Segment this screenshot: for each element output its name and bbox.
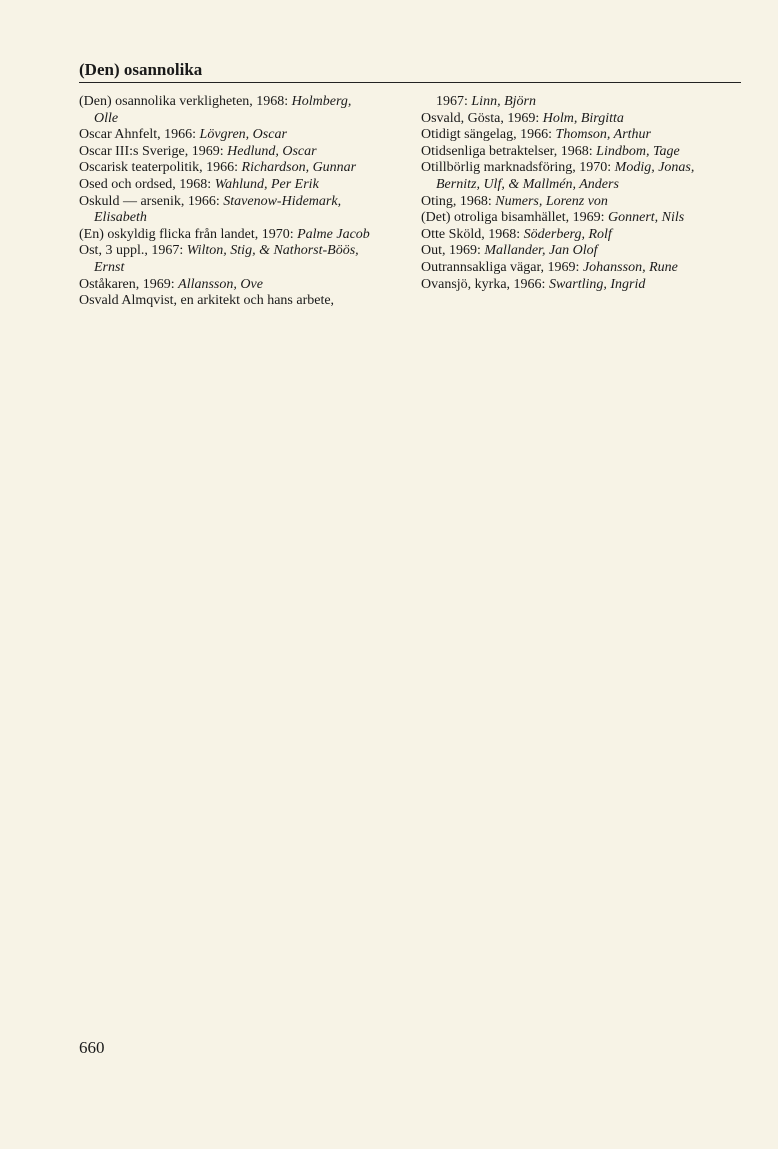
- entry-line: [421, 194, 751, 211]
- entry-author-continued: Bernitz, Ulf, & Mallmén, Anders: [436, 176, 619, 192]
- entry-author: Linn, Björn: [471, 94, 536, 109]
- index-entry: [421, 210, 751, 227]
- index-entry: [79, 243, 409, 276]
- entry-line: [421, 144, 751, 161]
- index-entry: [421, 144, 751, 161]
- index-entry: [421, 127, 751, 144]
- entry-title: (En) oskyldig flicka från landet, 1970:: [79, 226, 298, 242]
- index-entry: [79, 227, 409, 244]
- page-number: 660: [79, 1038, 105, 1057]
- entry-title: Ost, 3 uppl., 1967:: [79, 243, 187, 259]
- page-header: (Den) osannolika: [79, 60, 203, 79]
- entry-author-continued: Elisabeth: [94, 210, 147, 226]
- index-entry: [421, 194, 751, 211]
- entry-title: Oskuld — arsenik, 1966:: [79, 193, 224, 209]
- entry-title: Osvald, Gösta, 1969:: [421, 110, 543, 126]
- entry-line: [79, 293, 409, 310]
- entry-line: [79, 277, 409, 294]
- index-entry: [79, 94, 409, 127]
- entry-line: [421, 160, 751, 177]
- entry-title: Osvald Almqvist, en arkitekt och hans arbete,: [79, 293, 335, 309]
- entry-title: Oscar III:s Sverige, 1969:: [79, 143, 228, 159]
- entry-title: Oting, 1968:: [421, 193, 496, 209]
- entry-title: Otte Sköld, 1968:: [421, 226, 524, 242]
- entry-line: [79, 94, 409, 111]
- entry-line: [79, 160, 409, 177]
- entry-author: Lövgren, Oscar: [199, 127, 287, 143]
- index-entry: [421, 243, 751, 260]
- index-entry: [421, 227, 751, 244]
- index-entry: [79, 160, 409, 177]
- entry-author: Thomson, Arthur: [555, 127, 651, 143]
- index-entry: [79, 194, 409, 227]
- entry-line: [421, 243, 751, 260]
- index-entry: [79, 293, 409, 310]
- index-entry: [79, 127, 409, 144]
- entry-title: Osed och ordsed, 1968:: [79, 176, 215, 192]
- entry-title: (Det) otroliga bisamhället, 1969:: [421, 210, 609, 226]
- entry-author-continued: Ernst: [94, 259, 125, 275]
- entry-line: [79, 194, 409, 211]
- entry-title: Oståkaren, 1969:: [79, 276, 179, 292]
- entry-title: Oscarisk teaterpolitik, 1966:: [79, 160, 242, 176]
- header-rule: [79, 82, 741, 83]
- entry-line: [79, 177, 409, 194]
- left-column: [79, 94, 409, 310]
- index-entry: [79, 177, 409, 194]
- entry-author: Stavenow-Hidemark,: [223, 193, 342, 209]
- entry-line: [421, 210, 751, 227]
- entry-line: [79, 144, 409, 161]
- entry-author: Numers, Lorenz von: [495, 193, 608, 209]
- entry-line: [421, 227, 751, 244]
- entry-author: Holm, Birgitta: [542, 110, 624, 126]
- entry-author-continued: Olle: [94, 110, 119, 126]
- entry-author: Allansson, Ove: [178, 276, 263, 292]
- entry-title: Ovansjö, kyrka, 1966:: [421, 276, 549, 292]
- entry-title: Otillbörlig marknadsföring, 1970:: [421, 160, 615, 176]
- entry-author: Modig, Jonas,: [614, 160, 695, 176]
- entry-author: Wilton, Stig, & Nathorst-Böös,: [186, 243, 359, 259]
- entry-author: Hedlund, Oscar: [227, 143, 317, 159]
- entry-title: (Den) osannolika verkligheten, 1968:: [79, 94, 292, 109]
- entry-line: [79, 127, 409, 144]
- entry-author: Söderberg, Rolf: [523, 226, 612, 242]
- entry-author: Palme Jacob: [297, 226, 370, 242]
- entry-title: Otidsenliga betraktelser, 1968:: [421, 143, 597, 159]
- index-entry: [421, 111, 751, 128]
- entry-line: [79, 227, 409, 244]
- index-entry: [421, 277, 751, 294]
- index-entry: [421, 160, 751, 193]
- entry-author: Mallander, Jan Olof: [484, 243, 598, 259]
- index-entry: [79, 144, 409, 161]
- entry-title: Outrannsakliga vägar, 1969:: [421, 259, 583, 275]
- entry-author: Wahlund, Per Erik: [214, 176, 319, 192]
- entry-line: [421, 94, 751, 111]
- entry-title: Oscar Ahnfelt, 1966:: [79, 127, 200, 143]
- entry-line: [421, 127, 751, 144]
- entry-title: Otidigt sängelag, 1966:: [421, 127, 556, 143]
- index-entry: [421, 260, 751, 277]
- entry-author: Holmberg,: [291, 94, 352, 109]
- entry-line: [421, 111, 751, 128]
- entry-author: Lindbom, Tage: [596, 143, 680, 159]
- entry-title: Out, 1969:: [421, 243, 485, 259]
- entry-author: Gonnert, Nils: [608, 210, 685, 226]
- entry-line: [79, 243, 409, 260]
- entry-author: Johansson, Rune: [582, 259, 678, 275]
- right-column: [421, 94, 751, 293]
- entry-line: [421, 260, 751, 277]
- entry-continued-title: 1967:: [436, 94, 472, 109]
- index-entry: [79, 277, 409, 294]
- entry-line: [421, 277, 751, 294]
- entry-author: Richardson, Gunnar: [241, 160, 357, 176]
- index-entry: [421, 94, 751, 111]
- entry-author: Swartling, Ingrid: [548, 276, 646, 292]
